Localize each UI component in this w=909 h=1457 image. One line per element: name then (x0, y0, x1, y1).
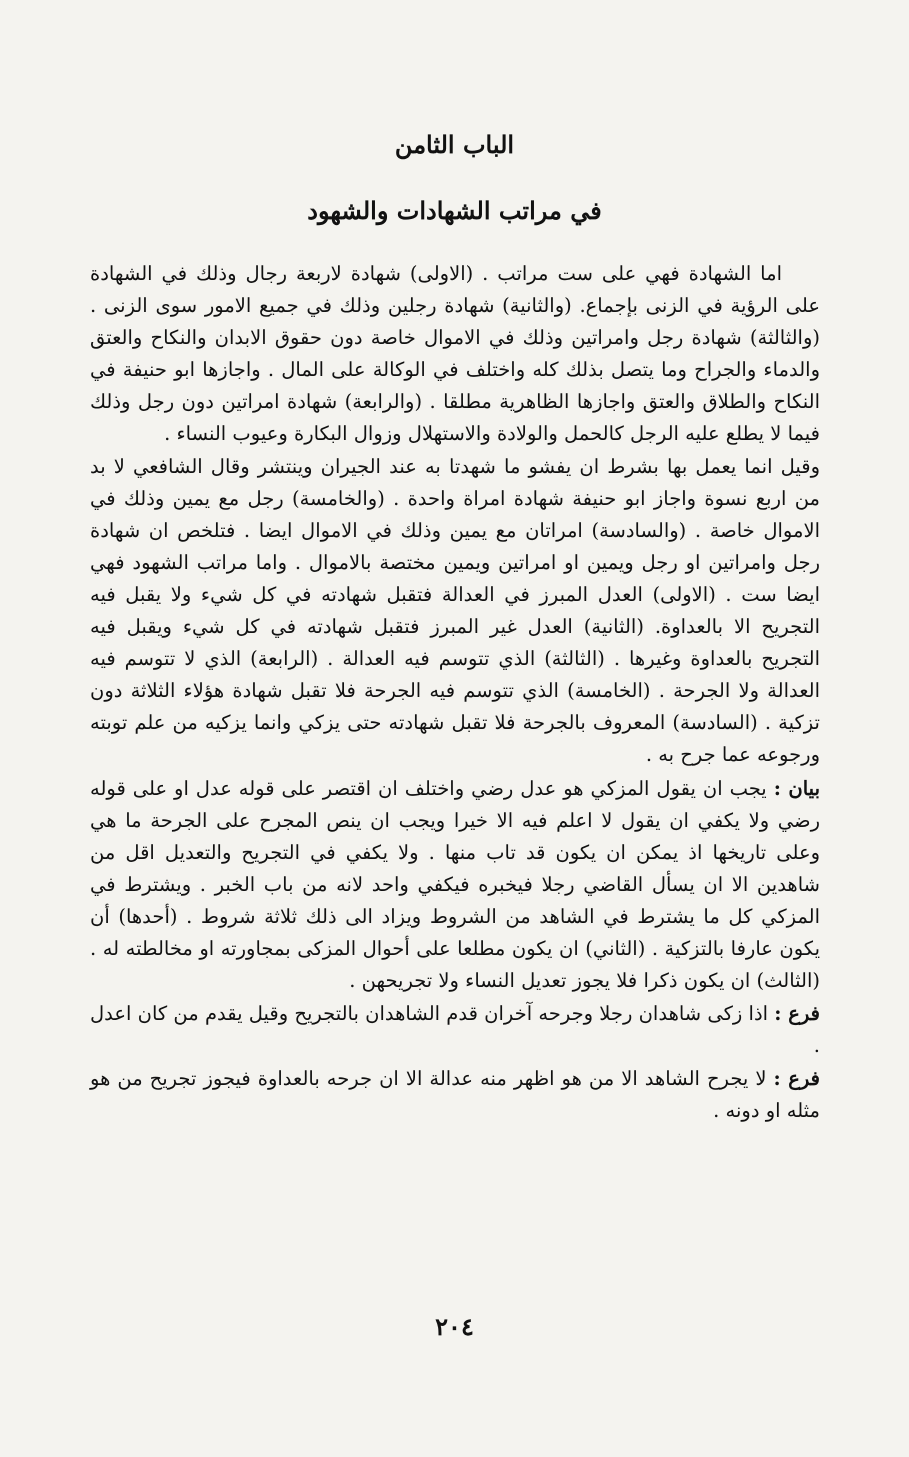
bayan-label: بيان : (773, 776, 820, 800)
far-text-2: لا يجرح الشاهد الا من هو اظهر منه عدالة الا ان جرحه بالعداوة فيجوز تجريح من هو مثله او دونه . (90, 1067, 820, 1123)
far-text-1: اذا زكى شاهدان رجلا وجرحه آخران قدم الشاهدان بالتجريح وقيل يقدم من كان اعدل . (90, 1002, 820, 1058)
bayan-note (90, 773, 820, 998)
far-label-2: فرع : (773, 1067, 820, 1091)
paragraph-witness-ranks: اما الشهادة فهي على ست مراتب . (الاولى) شهادة لاربعة رجال وذلك في الشهادة على الرؤية في الزنى بإجماع. (والثانية) شهادة رجلين وذلك في جميع الامور سوى الزنى . (والثالثة) شهادة رجل وامراتين وذلك في الاموال خاصة دون حقوق الابدان والنكاح والعتق والدماء والجراح وما يتصل بذلك كله واختلف في الوكالة على المال . واجازها ابو حنيفة في النكاح والطلاق والعتق واجازها الظاهرية مطلقا . (والرابعة) شهادة امراتين دون رجل وذلك فيما لا يطلع عليه الرجل كالحمل والولادة والاستهلال وزوال البكارة وعيوب النساء . (90, 262, 820, 446)
chapter-subtitle: في مراتب الشهادات والشهود (307, 196, 602, 225)
body-text (90, 258, 820, 1128)
bayan-text: يجب ان يقول المزكي هو عدل رضي واختلف ان اقتصر على قوله عدل او على قوله رضي ولا يكفي ان يقول لا اعلم فيه الا خيرا ويجب ان ينص المجرح على الجرحة ما هي وعلى تاريخها اذ يمكن ان يكون قد تاب منها . ولا يكفي في التجريح والتعديل اقل من شاهدين الا ان يسأل القاضي رجلا فيخبره فيكفي واحد لانه من باب الخبر . ويشترط في المزكي كل ما يشترط في الشاهد من الشروط ويزاد الى ذلك ثلاثة شروط . (أحدها) أن يكون عارفا بالتزكية . (الثاني) ان يكون مطلعا على أحوال المزكى بمجاورته او مخالطته له . (الثالث) ان يكون ذكرا فلا يجوز تعديل النساء ولا تجريحهن . (90, 776, 820, 993)
paragraph-witness-types: وقيل انما يعمل بها بشرط ان يفشو ما شهدتا به عند الجيران وينتشر وقال الشافعي لا بد من اربع نسوة واجاز ابو حنيفة شهادة امراة واحدة . (والخامسة) رجل مع يمين وذلك في الاموال خاصة . (والسادسة) امراتان مع يمين وذلك في الاموال ايضا . فتلخص ان شهادة رجل وامراتين او رجل ويمين او امراتين ويمين مختصة بالاموال . واما مراتب الشهود فهي ايضا ست . (الاولى) العدل المبرز في العدالة فتقبل شهادته في كل شيء ولا يقبل فيه التجريح الا بالعداوة. (الثانية) العدل غير المبرز فتقبل شهادته في كل شيء ويقبل فيه التجريح بالعداوة وغيرها . (الثالثة) الذي تتوسم فيه العدالة . (الرابعة) الذي لا تتوسم فيه العدالة ولا الجرحة . (الخامسة) الذي تتوسم فيه الجرحة فلا تقبل شهادة هؤلاء الثلاثة دون تزكية . (السادسة) المعروف بالجرحة فلا تقبل شهادته حتى يزكي وانما يزكيه من علم توبته ورجوعه عما جرح به . (90, 454, 820, 767)
far-note-1 (90, 998, 820, 1062)
page-number: ٢٠٤ (435, 1312, 474, 1341)
far-note-2 (90, 1063, 820, 1127)
chapter-title: الباب الثامن (394, 130, 515, 159)
far-label-1: فرع : (774, 1002, 821, 1026)
